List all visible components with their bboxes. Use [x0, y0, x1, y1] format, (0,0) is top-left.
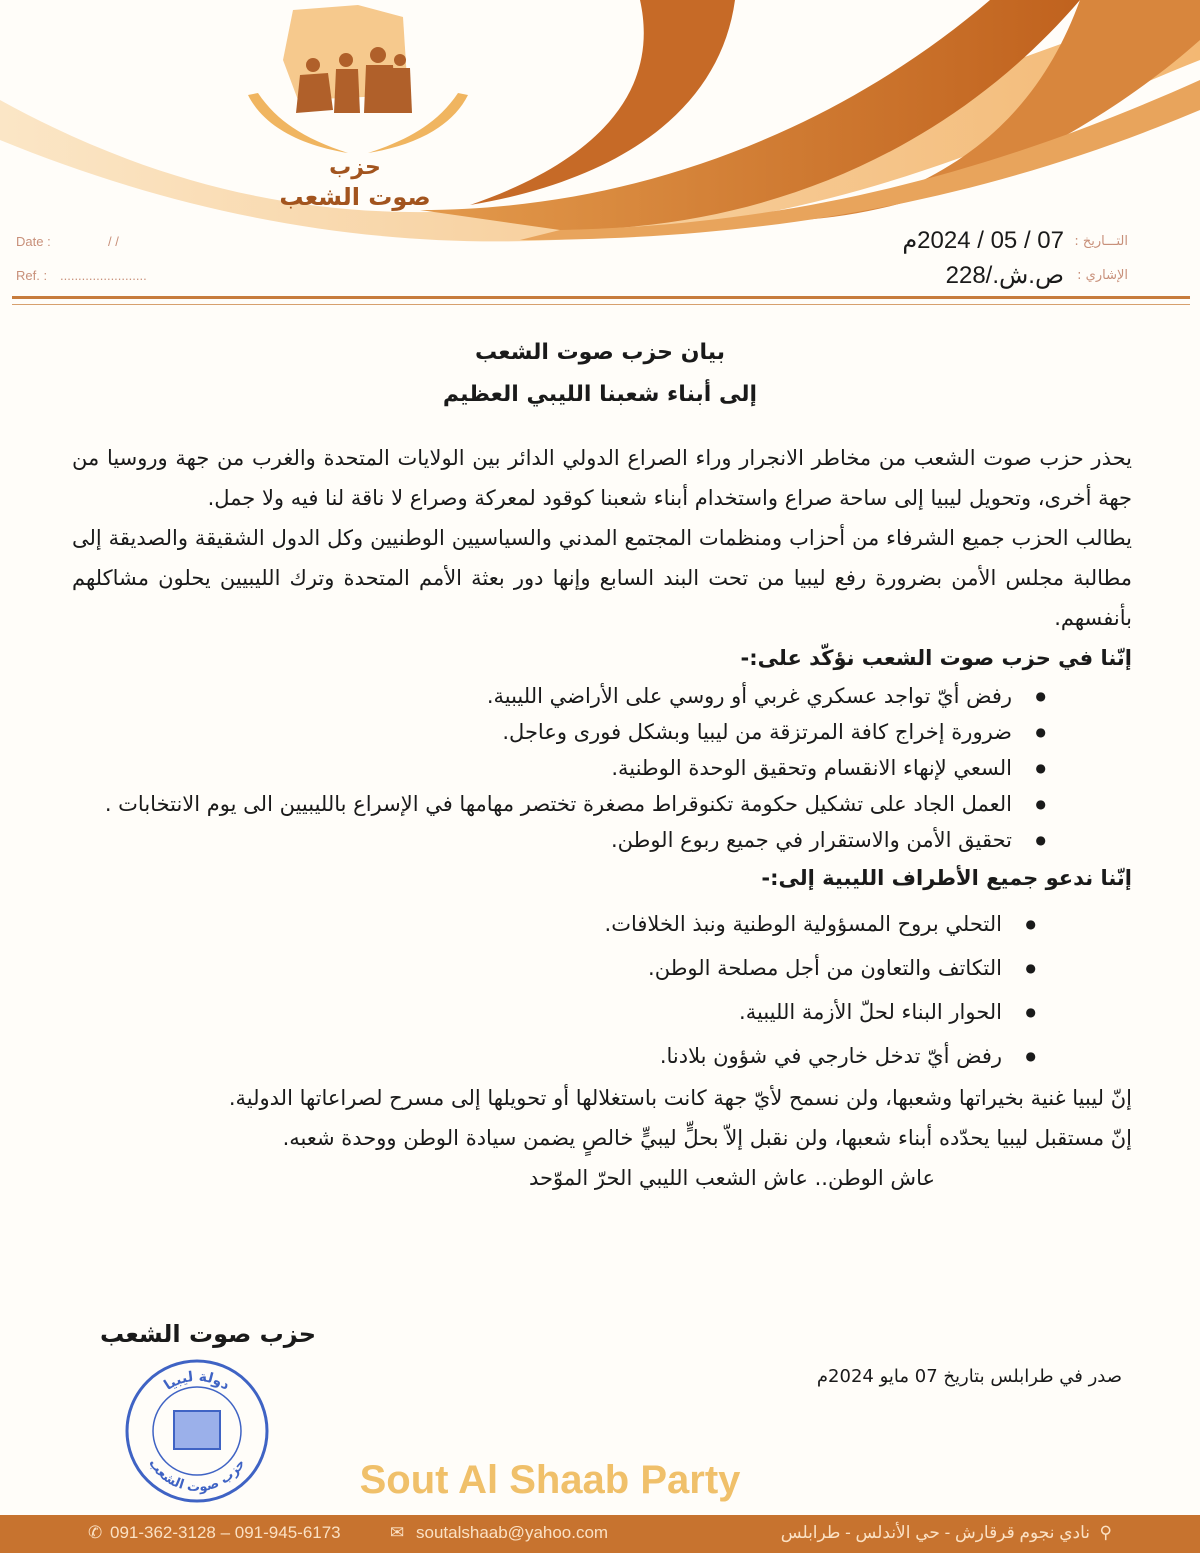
ref-label-en: Ref. :	[16, 268, 48, 283]
stamp-top-text: دولة ليبيا	[161, 1368, 233, 1394]
list-item: ● تحقيق الأمن والاستقرار في جميع ربوع الوطن.	[72, 822, 1052, 858]
stamp-bottom-text: حزب صوت الشعب	[145, 1456, 249, 1496]
closing-line: عاش الوطن.. عاش الشعب الليبي الحرّ الموّحد	[529, 1166, 935, 1190]
paragraph-2: يطالب الحزب جميع الشرفاء من أحزاب ومنظمات المجتمع المدني والسياسيين الوطنيين وكل الدول الشقيقة والصديقة إلى مطالبة مجلس الأمن بضرورة رفع ليبيا من تحت البند السابع وإنها دور بعثة الأمم المتحدة وترك الليبيين يحلون مشاكلهم بأنفسهم.	[72, 526, 1132, 630]
date-slashes-en: / /	[108, 234, 119, 249]
list-item: ● رفض أيّ تدخل خارجي في شؤون بلادنا.	[72, 1034, 1042, 1078]
logo-name-text: صوت الشعب	[279, 183, 431, 211]
paragraph-4: إنّ مستقبل ليبيا يحدّده أبناء شعبها، ولن نقبل إلاّ بحلٍّ ليبيٍّ خالصٍ يضمن سيادة الوطن ووحدة شعبه.	[282, 1126, 1132, 1150]
list-item: ● الحوار البناء لحلّ الأزمة الليبية.	[72, 990, 1042, 1034]
svg-text:دولة ليبيا	[161, 1369, 232, 1394]
list-item: ● السعي لإنهاء الانقسام وتحقيق الوحدة الوطنية.	[72, 750, 1052, 786]
statement-body	[72, 438, 1132, 1198]
signature-party: حزب صوت الشعب	[100, 1320, 317, 1348]
heading-call: إنّنا ندعو جميع الأطراف الليبية إلى:-	[761, 866, 1132, 890]
list-item: ● التكاتف والتعاون من أجل مصلحة الوطن.	[72, 946, 1042, 990]
heading-affirm: إنّنا في حزب صوت الشعب نؤكّد على:-	[740, 646, 1132, 670]
header-divider	[12, 296, 1190, 299]
ref-value: ص.ش./228	[945, 262, 1064, 289]
statement-subtitle: إلى أبناء شعبنا الليبي العظيم	[442, 382, 758, 407]
phone-icon: ✆	[88, 1523, 103, 1542]
date-label-en: Date :	[16, 234, 51, 249]
list-item: ● ضرورة إخراج كافة المرتزقة من ليبيا وبشكل فورى وعاجل.	[72, 714, 1052, 750]
mail-icon: ✉	[390, 1523, 405, 1542]
issued-line: صدر في طرابلس بتاريخ 07 مايو 2024م	[816, 1366, 1122, 1387]
statement-title: بيان حزب صوت الشعب	[475, 340, 725, 365]
logo-emblem-icon	[238, 5, 478, 155]
header-divider-thin	[12, 304, 1190, 305]
logo-hizb-text: حزب	[329, 155, 381, 180]
paragraph-3: إنّ ليبيا غنية بخيراتها وشعبها، ولن نسمح لأيّ جهة كانت باستغلالها أو تحويلها إلى مسرح لصراعاتها الدولية.	[228, 1086, 1132, 1110]
location-pin-icon: ⚲	[1099, 1523, 1112, 1542]
affirm-list	[72, 678, 1052, 858]
call-list	[72, 902, 1042, 1078]
list-item: ● العمل الجاد على تشكيل حكومة تكنوقراط مصغرة تختصر مهامها في الإسراع بالليبيين الى يوم الانتخابات .	[72, 786, 1052, 822]
header-decoration	[0, 0, 1200, 300]
footer-phones: 091-362-3128 – 091-945-6173	[110, 1523, 341, 1542]
footer-email[interactable]: soutalshaab@yahoo.com	[416, 1523, 609, 1542]
date-label-ar: التـــاريخ :	[1074, 234, 1128, 249]
english-party-name: Sout Al Shaab Party	[359, 1458, 741, 1502]
ref-label-ar: الإشاري :	[1077, 268, 1128, 283]
list-item: ● رفض أيّ تواجد عسكري غربي أو روسي على الأراضي الليبية.	[72, 678, 1052, 714]
footer-bar	[0, 1515, 1200, 1553]
paragraph-1: يحذر حزب صوت الشعب من مخاطر الانجرار وراء الصراع الدولي الدائر بين الولايات المتحدة والغرب من جهة وروسيا من جهة أخرى، وتحويل ليبيا إلى ساحة صراع واستخدام أبناء شعبنا كوقود لمعركة وصراع لا ناقة لنا فيه ولا جمل.	[72, 446, 1132, 510]
ref-dots-en: ........................	[60, 268, 147, 283]
party-logo	[238, 5, 478, 215]
footer-address: نادي نجوم قرقارش - حي الأندلس - طرابلس	[780, 1523, 1090, 1542]
list-item: ● التحلي بروح المسؤولية الوطنية ونبذ الخلافات.	[72, 902, 1042, 946]
date-value: 07 / 05 / 2024م	[902, 227, 1064, 254]
